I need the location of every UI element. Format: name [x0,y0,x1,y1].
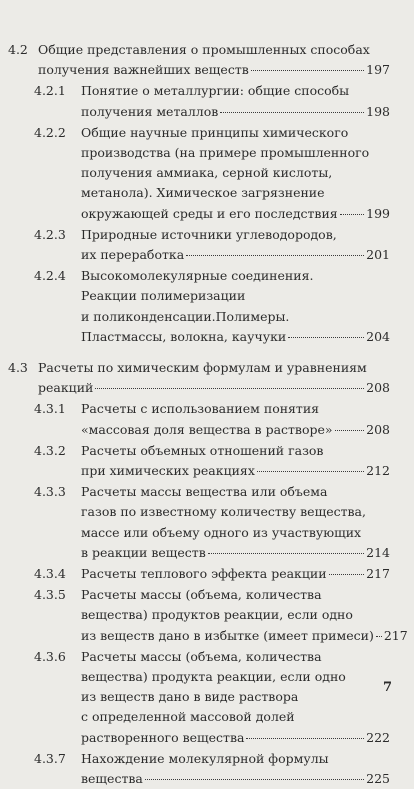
toc-entry-text: окружающей среды и его последствия [81,205,338,221]
toc-subsection-number: 4.2.3 [34,226,66,242]
leader-dots [186,255,364,256]
toc-entry-text: из веществ дано в виде раствора [81,689,299,705]
toc-subsection-number: 4.2.1 [34,83,66,99]
toc-subsection [34,482,390,563]
toc-subsection [34,123,390,224]
leader-dots [145,779,364,780]
leader-dots [335,430,365,431]
toc-entry-text: при химических реакциях [81,463,255,478]
toc-subsection [34,647,390,748]
toc-entry-text: Расчеты объемных отношений газов [81,442,324,458]
toc-entry-text: и поликонденсации.Полимеры. [81,308,290,324]
toc-entry-text: Расчеты по химическим формулам и уравнениям [38,360,367,375]
toc-page-ref: 201 [366,247,390,262]
toc-entry-text: Расчеты теплового эффекта реакции [81,566,327,581]
toc-subsection [34,585,408,646]
toc-entry-text: Нахождение молекулярной формулы [81,750,329,766]
toc-page-ref: 204 [366,328,390,344]
toc-subsection-number: 4.3.1 [34,401,66,417]
leader-dots [288,337,364,338]
toc-subsection [34,564,390,584]
leader-dots [208,553,364,554]
toc-subsection-number: 4.3.2 [34,442,66,458]
leader-dots [220,112,364,113]
toc-section [8,358,390,398]
leader-dots [329,574,365,575]
toc-page-ref: 212 [366,463,390,478]
toc-entry-text: вещества) продуктов реакции, если одно [81,607,353,623]
toc-entry-text: вещества [81,771,143,786]
toc-subsection [34,225,390,265]
toc-subsection [34,749,390,789]
toc-entry-text: газов по известному количеству вещества, [81,504,366,520]
toc-entry-text: реакций [38,380,94,396]
toc-subsection-number: 4.3.6 [34,648,66,664]
toc-section-number: 4.2 [8,42,28,57]
toc-entry-text: Понятие о металлургии: общие способы [81,83,350,99]
toc-entry-text: массе или объему одного из участвующих [81,524,362,540]
toc-entry-text: получения металлов [81,103,219,119]
toc-subsection-number: 4.2.4 [34,268,66,284]
toc-subsection-number: 4.3.3 [34,484,66,500]
toc-entry-text: Пластмассы, волокна, каучуки [81,328,287,344]
toc-subsection-number: 4.3.4 [34,566,66,581]
toc-page-ref: 197 [366,62,390,78]
toc-subsection [34,441,390,481]
toc-entry-text: Природные источники углеводородов, [81,226,337,242]
toc-subsection [34,266,390,347]
leader-dots [251,70,364,71]
toc-entry-text: Расчеты массы вещества или объема [81,484,328,500]
toc-entry-text: с определенной массовой долей [81,709,295,725]
toc-subsection-number: 4.2.2 [34,124,66,140]
toc-entry-text: Расчеты массы (объема, количества [81,587,322,603]
leader-dots [376,636,382,637]
toc-section-number: 4.3 [8,360,28,375]
leader-dots [340,214,364,215]
leader-dots [95,388,364,389]
toc-entry-text: получения важнейших веществ [38,62,249,78]
toc-entry-text: Общие научные принципы химического [81,124,349,140]
page-number: 7 [382,680,392,695]
toc-entry-text: вещества) продукта реакции, если одно [81,669,346,684]
toc-subsection-number: 4.3.7 [34,750,66,766]
toc-subsection-number: 4.3.5 [34,587,66,603]
toc-entry-text: Общие представления о промышленных способах [38,42,370,57]
toc-page-ref: 225 [366,771,390,786]
toc-entry-text: Расчеты с использованием понятия [81,401,320,417]
toc-entry-text: Реакции полимеризации [81,288,246,304]
toc-entry-text: из веществ дано в избытке (имеет примеси) [81,627,374,643]
toc-subsection [34,81,390,121]
toc-entry-text: «массовая доля вещества в растворе» [81,421,333,437]
toc-section [8,40,390,80]
toc-page-ref: 214 [366,544,390,560]
toc-page-ref: 199 [366,205,390,221]
toc-entry-text: Расчеты массы (объема, количества [81,648,322,664]
toc-entry-text: растворенного вещества [81,729,245,745]
toc-page-ref: 217 [366,566,390,581]
leader-dots [246,738,364,739]
toc-entry-text: производства (на примере промышленного [81,145,370,160]
toc-entry-text: их переработка [81,247,185,262]
toc-page-ref: 208 [366,380,390,396]
toc-subsection [34,399,390,439]
toc-page-ref: 217 [383,627,408,643]
toc-entry-text: метанола). Химическое загрязнение [81,185,325,201]
leader-dots [257,471,364,472]
toc-page-ref: 198 [366,103,390,119]
toc-page-ref: 222 [366,729,390,745]
toc-entry-text: в реакции веществ [81,544,206,560]
toc-entry-text: Высокомолекулярные соединения. [81,268,314,284]
toc-entry-text: получения аммиака, серной кислоты, [81,165,333,181]
toc-page-ref: 208 [366,421,390,437]
